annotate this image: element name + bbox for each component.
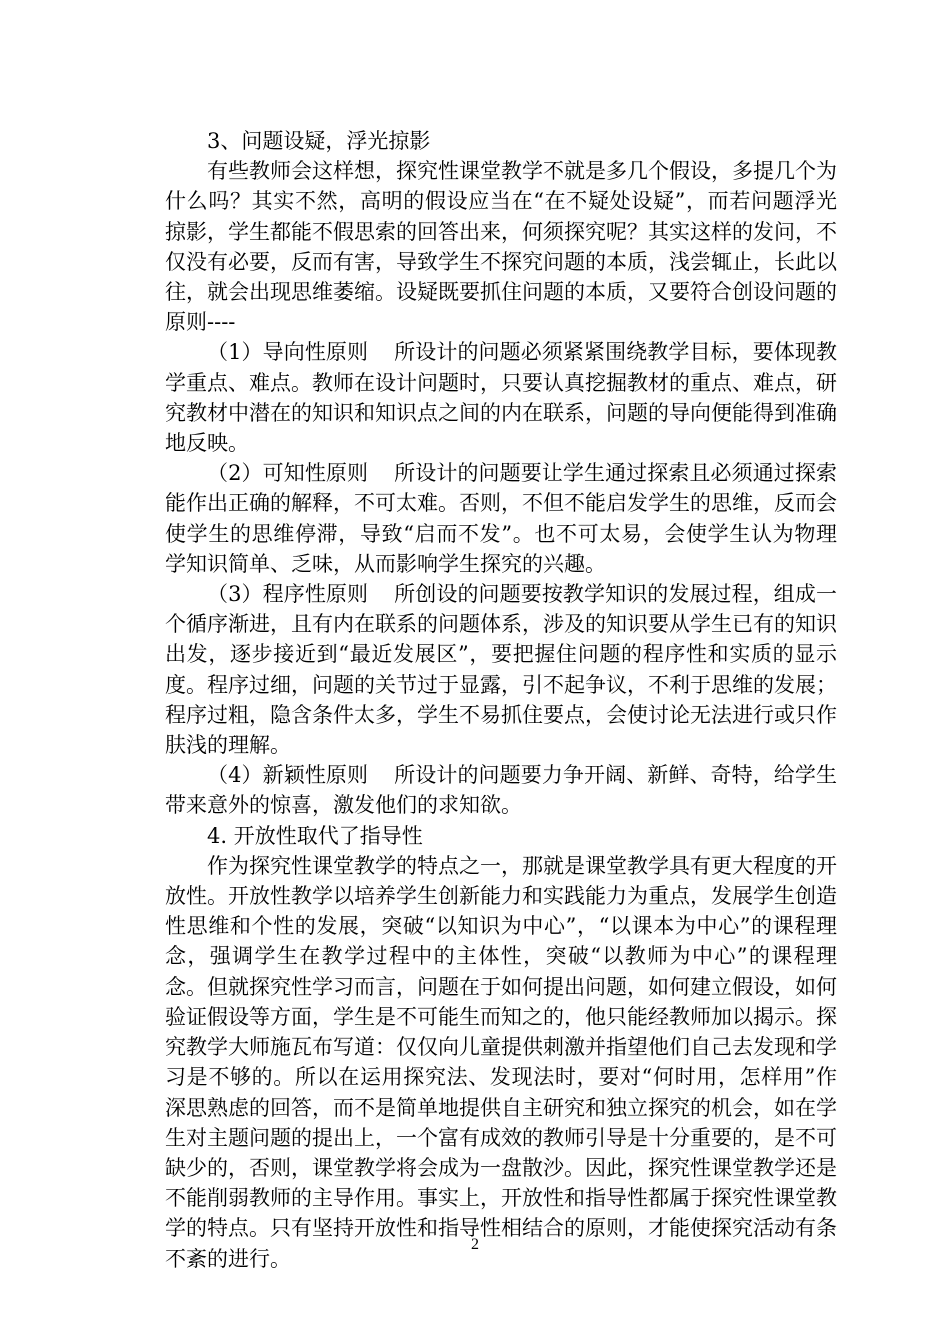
page-number: 2 <box>471 1236 479 1253</box>
paragraph-text: 作为探究性课堂教学的特点之一，那就是课堂教学具有更大程度的开放性。开放性教学以培养学生创新能力和实践能力为重点，发展学生创造性思维和个性的发展，突破“以知识为中心”，“以课本为中心”的课程理念，强调学生在教学过程中的主体性，突破“以教师为中心”的课程理念。但就探究性学习而言，问题在于如何提出问题，如何建立假设，如何验证假设等方面，学生是不可能生而知之的，他只能经教师加以揭示。探究教学大师施瓦布写道：仅仅向儿童提供刺激并指望他们自己去发现和学习是不够的。所以在运用探究法、发现法时，要对“何时用，怎样用”作深思熟虑的回答，而不是简单地提供自主研究和独立探究的机会，如在学生对主题问题的提出上，一个富有成效的教师引导是十分重要的，是不可缺少的，否则，课堂教学将会成为一盘散沙。因此，探究性课堂教学还是不能削弱教师的主导作用。事实上，开放性和指导性都属于探究性课堂教学的特点。只有坚持开放性和指导性相结合的原则，才能使探究活动有条不紊的进行。 <box>165 853 837 1271</box>
principle-label: （2）可知性原则 <box>207 461 369 486</box>
principle-label: （4）新颖性原则 <box>207 763 369 788</box>
paragraph-principle-3 <box>165 579 837 760</box>
section-heading-3: 3、问题设疑，浮光掠影 <box>207 129 431 153</box>
paragraph-principle-4 <box>165 760 837 820</box>
paragraph-text: 所设计的问题要力争开阔、新鲜、奇特，给学生带来意外的惊喜，激发他们的求知欲。 <box>165 763 837 818</box>
paragraph-text: 所设计的问题要让学生通过探索且必须通过探索能作出正确的解释，不可太难。否则，不但不能启发学生的思维，反而会使学生的思维停滞，导致“启而不发”。也不可太易，会使学生认为物理学知识简单、乏味，从而影响学生探究的兴趣。 <box>165 461 837 576</box>
paragraph-principle-2 <box>165 458 837 579</box>
document-body <box>165 126 837 1274</box>
section-heading-4: 4. 开放性取代了指导性 <box>207 823 423 848</box>
paragraph-text: 所设计的问题必须紧紧围绕教学目标，要体现教学重点、难点。教师在设计问题时，只要认真挖掘教材的重点、难点，研究教材中潜在的知识和知识点之间的内在联系，问题的导向便能得到准确地反映。 <box>165 340 837 456</box>
principle-label: （1）导向性原则 <box>207 340 369 365</box>
paragraph-principle-1 <box>165 337 837 458</box>
paragraph-openness <box>165 851 837 1274</box>
principle-label: （3）程序性原则 <box>207 582 369 607</box>
paragraph-intro <box>165 156 837 337</box>
paragraph-text: 有些教师会这样想，探究性课堂教学不就是多几个假设，多提几个为什么吗？其实不然，高明的假设应当在“在不疑处设疑”，而若问题浮光掠影，学生都能不假思索的回答出来，何须探究呢？其实这样的发问，不仅没有必要，反而有害，导致学生不探究问题的本质，浅尝辄止，长此以往，就会出现思维萎缩。设疑既要抓住问题的本质，又要符合创设问题的原则---- <box>165 159 837 335</box>
paragraph-text: 所创设的问题要按教学知识的发展过程，组成一个循序渐进，且有内在联系的问题体系，涉及的知识要从学生已有的知识出发，逐步接近到“最近发展区”，要把握住问题的程序性和实质的显示度。程序过细，问题的关节过于显露，引不起争议，不利于思维的发展；程序过粗，隐含条件太多，学生不易抓住要点，会使讨论无法进行或只作肤浅的理解。 <box>165 582 837 758</box>
